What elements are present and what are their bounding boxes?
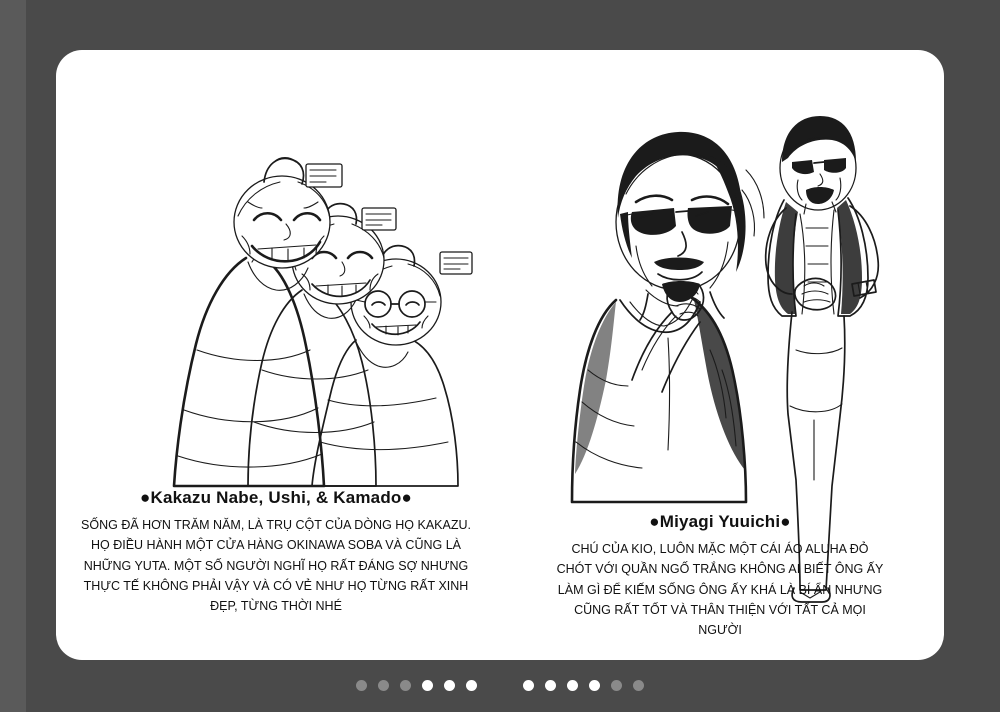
panel-kakazu <box>56 50 496 660</box>
pagination-group-right[interactable] <box>523 680 644 691</box>
pagination[interactable] <box>0 672 1000 698</box>
sketch-three-elderly-women <box>56 50 496 490</box>
page-dot[interactable] <box>378 680 389 691</box>
panel-miyagi <box>496 50 944 660</box>
caption-body: CHÚ CỦA KIO, LUÔN MẶC MỘT CÁI ÁO ALUHA ĐỎ CHÓT VỚI QUẦN NGỐ TRẮNG KHÔNG AI BIẾT ÔNG ẤY LÀM GÌ ĐỂ KIẾM SỐNG ÔNG ẤY KHÁ LÀ BÍ ẨN NHƯNG CŨNG RẤT TỐT VÀ THÂN THIỆN VỚI TẤT CẢ MỌI NGƯỜI <box>556 542 884 637</box>
page-dot[interactable] <box>611 680 622 691</box>
page-dot[interactable] <box>400 680 411 691</box>
comic-page <box>56 50 944 660</box>
pagination-group-left[interactable] <box>356 680 477 691</box>
page-dot[interactable] <box>545 680 556 691</box>
page-dot[interactable] <box>422 680 433 691</box>
page-dot[interactable] <box>444 680 455 691</box>
caption-kakazu <box>56 488 496 616</box>
page-dot[interactable] <box>633 680 644 691</box>
page-dot[interactable] <box>567 680 578 691</box>
page-dot[interactable] <box>466 680 477 691</box>
page-dot[interactable] <box>523 680 534 691</box>
page-dot[interactable] <box>589 680 600 691</box>
caption-title: ●Kakazu Nabe, Ushi, & Kamado● <box>140 488 412 507</box>
caption-body: SỐNG ĐÃ HƠN TRĂM NĂM, LÀ TRỤ CỘT CỦA DÒNG HỌ KAKAZU. HỌ ĐIỀU HÀNH MỘT CỬA HÀNG OKINAWA SOBA VÀ CŨNG LÀ NHỮNG YUTA. MỘT SỐ NGƯỜI NGHĨ HỌ RẤT ĐÁNG SỢ NHƯNG THỰC TẾ KHÔNG PHẢI VẬY VÀ CÓ VẺ NHƯ HỌ TỪNG RẤT XINH ĐẸP, TỪNG THỜI NHÉ <box>81 518 471 613</box>
viewer-left-edge <box>0 0 26 712</box>
caption-miyagi <box>496 512 944 640</box>
caption-title: ●Miyagi Yuuichi● <box>649 512 791 531</box>
page-dot[interactable] <box>356 680 367 691</box>
